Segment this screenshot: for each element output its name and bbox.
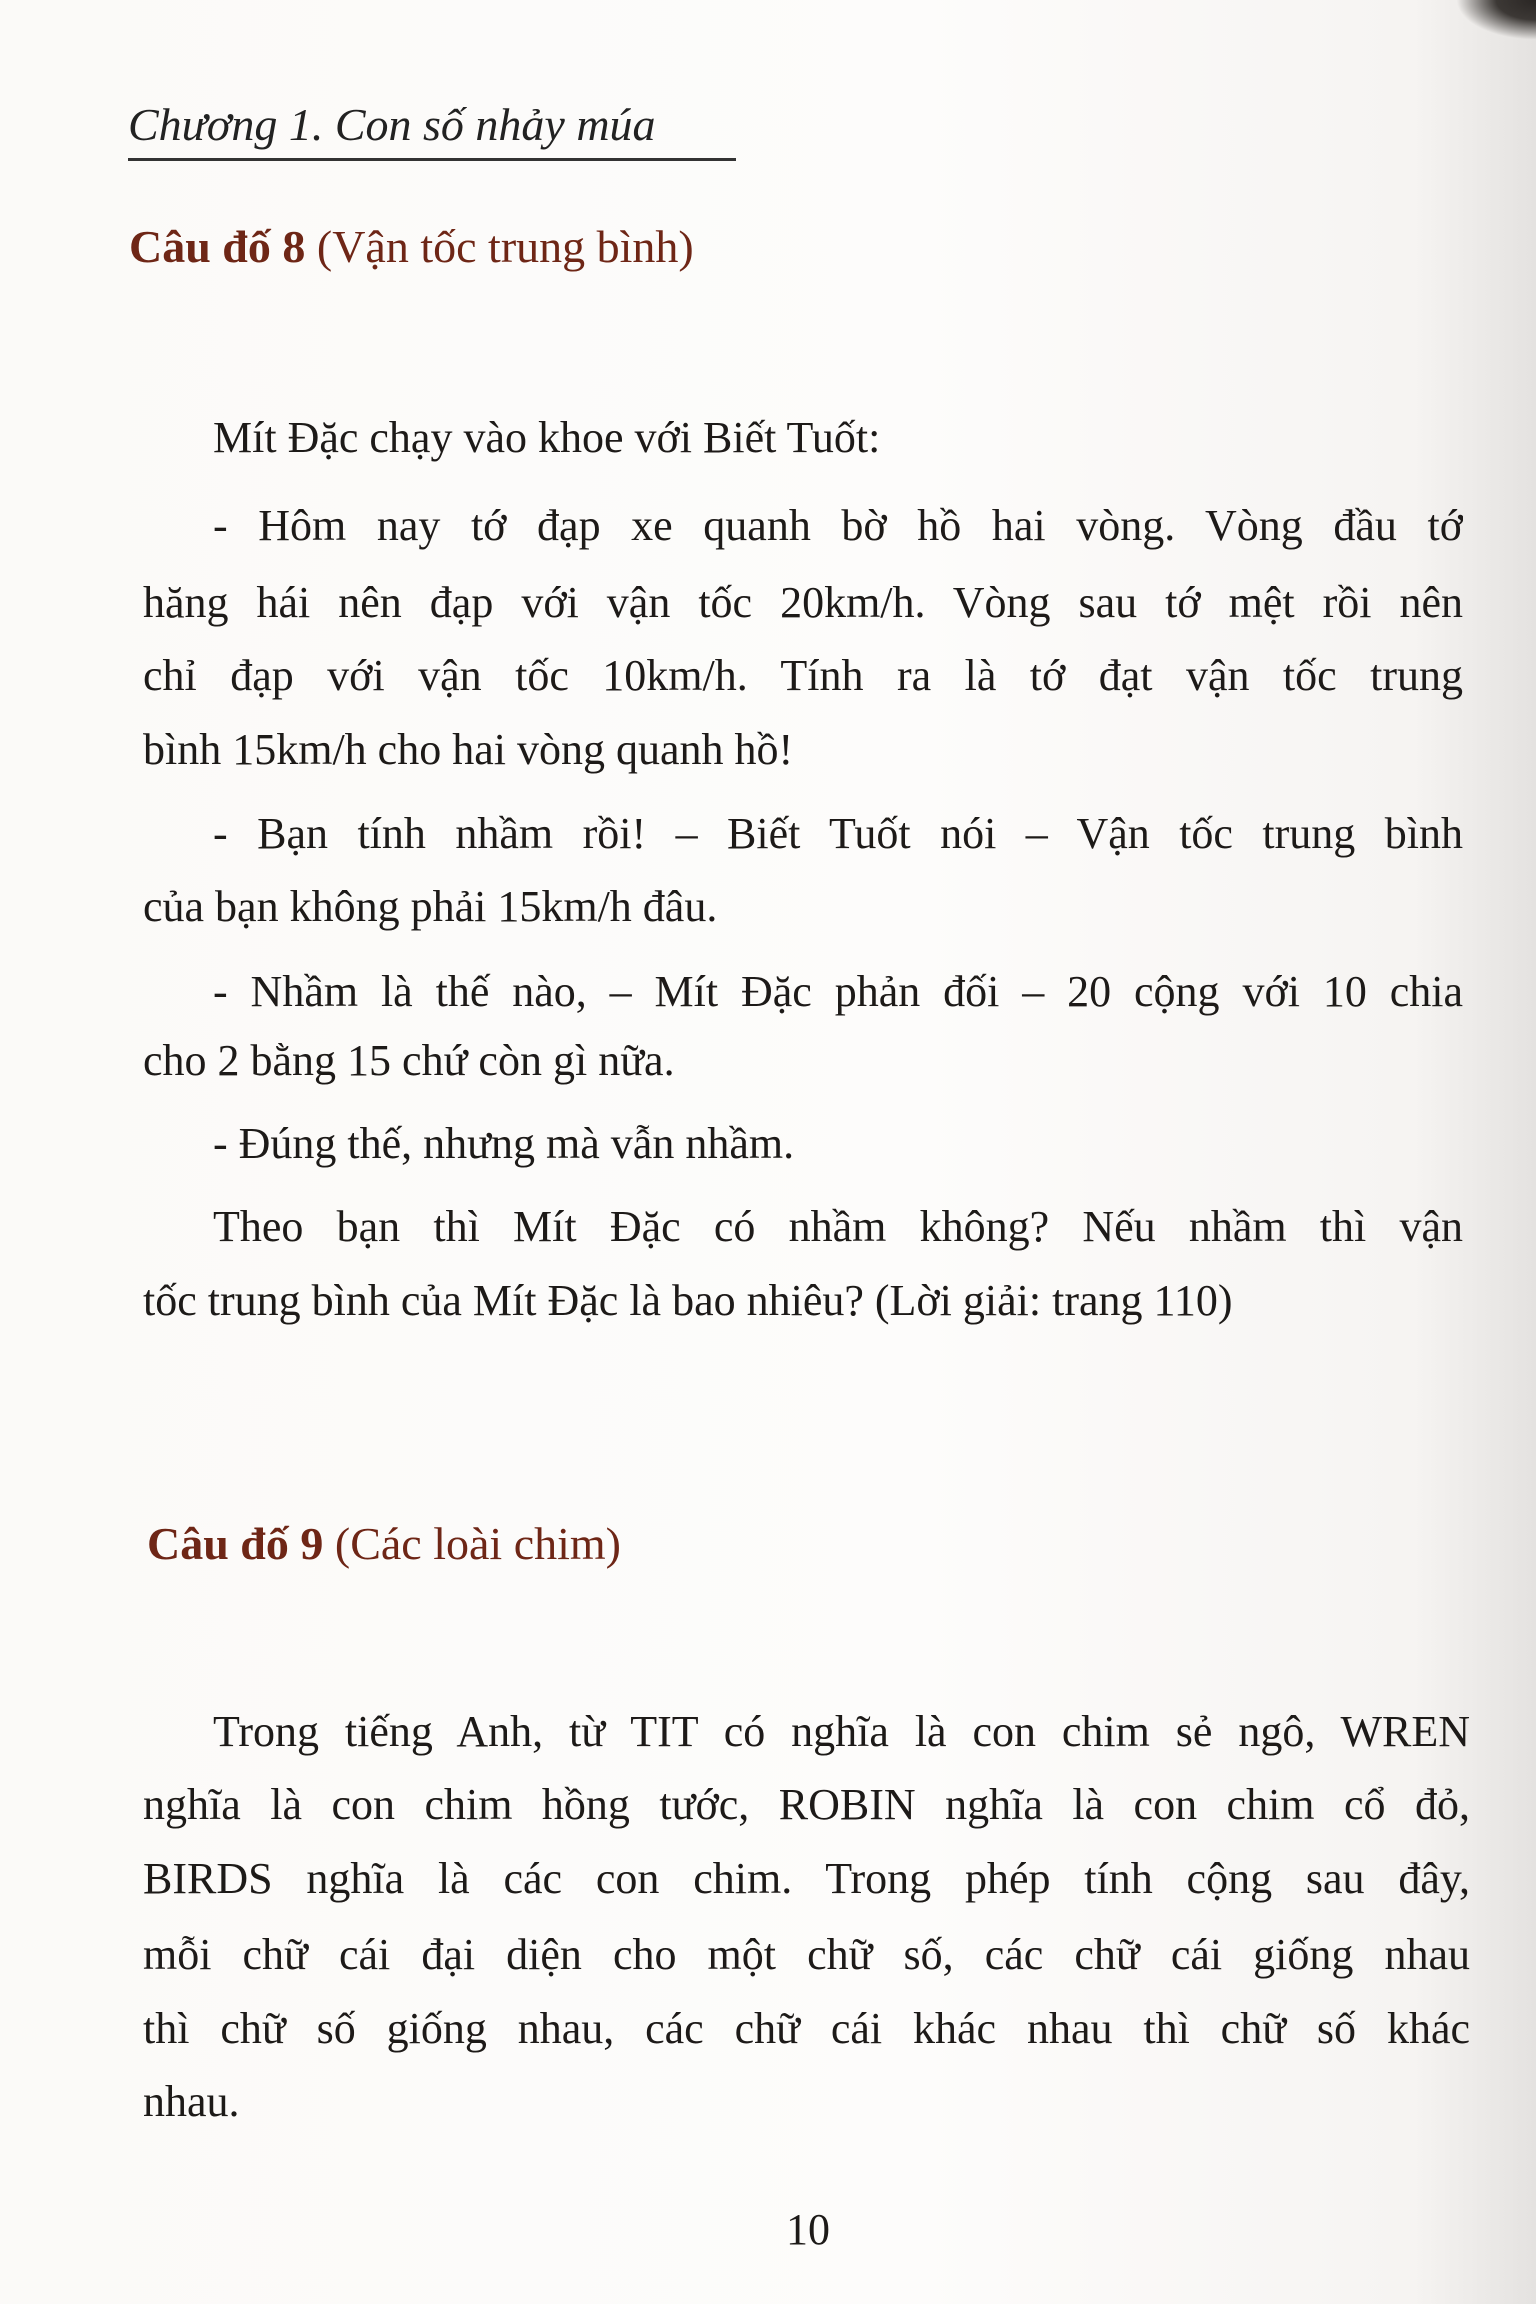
puzzle-9-title: Câu đố 9 bbox=[147, 1518, 324, 1569]
text-line: - Đúng thế, nhưng mà vẫn nhầm. bbox=[213, 1119, 795, 1168]
text-line: hăng hái nên đạp với vận tốc 20km/h. Vòng sau tớ mệt rồi nên bbox=[143, 578, 1463, 627]
text-line: cho 2 bằng 15 chứ còn gì nữa. bbox=[143, 1036, 675, 1085]
chapter-underline bbox=[128, 158, 736, 161]
text-line: thì chữ số giống nhau, các chữ cái khác nhau thì chữ số khác bbox=[143, 2004, 1470, 2053]
text-line: - Bạn tính nhầm rồi! – Biết Tuốt nói – Vận tốc trung bình bbox=[213, 809, 1463, 858]
text-line: của bạn không phải 15km/h đâu. bbox=[143, 882, 718, 931]
text-line: nhau. bbox=[143, 2077, 240, 2126]
text-line: bình 15km/h cho hai vòng quanh hồ! bbox=[143, 725, 794, 774]
puzzle-8-heading bbox=[129, 212, 694, 282]
text-line: nghĩa là con chim hồng tước, ROBIN nghĩa là con chim cổ đỏ, bbox=[143, 1780, 1470, 1829]
text-line: Trong tiếng Anh, từ TIT có nghĩa là con chim sẻ ngô, WREN bbox=[213, 1707, 1470, 1756]
text-line: Mít Đặc chạy vào khoe với Biết Tuốt: bbox=[213, 413, 881, 462]
puzzle-9-heading bbox=[147, 1509, 621, 1579]
text-line: BIRDS nghĩa là các con chim. Trong phép tính cộng sau đây, bbox=[143, 1854, 1470, 1903]
text-line: tốc trung bình của Mít Đặc là bao nhiêu? (Lời giải: trang 110) bbox=[143, 1276, 1233, 1325]
page-number: 10 bbox=[786, 2205, 830, 2254]
puzzle-8-title: Câu đố 8 bbox=[129, 221, 306, 272]
text-line: - Nhầm là thế nào, – Mít Đặc phản đối – 20 cộng với 10 chia bbox=[213, 967, 1463, 1016]
text-line: mỗi chữ cái đại diện cho một chữ số, các chữ cái giống nhau bbox=[143, 1930, 1470, 1979]
chapter-header: Chương 1. Con số nhảy múa bbox=[128, 99, 656, 150]
puzzle-9-subtitle: (Các loài chim) bbox=[334, 1518, 621, 1569]
page-corner-shadow bbox=[1456, 0, 1536, 40]
text-line: Theo bạn thì Mít Đặc có nhầm không? Nếu nhầm thì vận bbox=[213, 1202, 1463, 1251]
puzzle-8-subtitle: (Vận tốc trung bình) bbox=[316, 221, 694, 272]
text-line: - Hôm nay tớ đạp xe quanh bờ hồ hai vòng. Vòng đầu tớ bbox=[213, 501, 1463, 550]
text-line: chỉ đạp với vận tốc 10km/h. Tính ra là tớ đạt vận tốc trung bbox=[143, 651, 1463, 700]
